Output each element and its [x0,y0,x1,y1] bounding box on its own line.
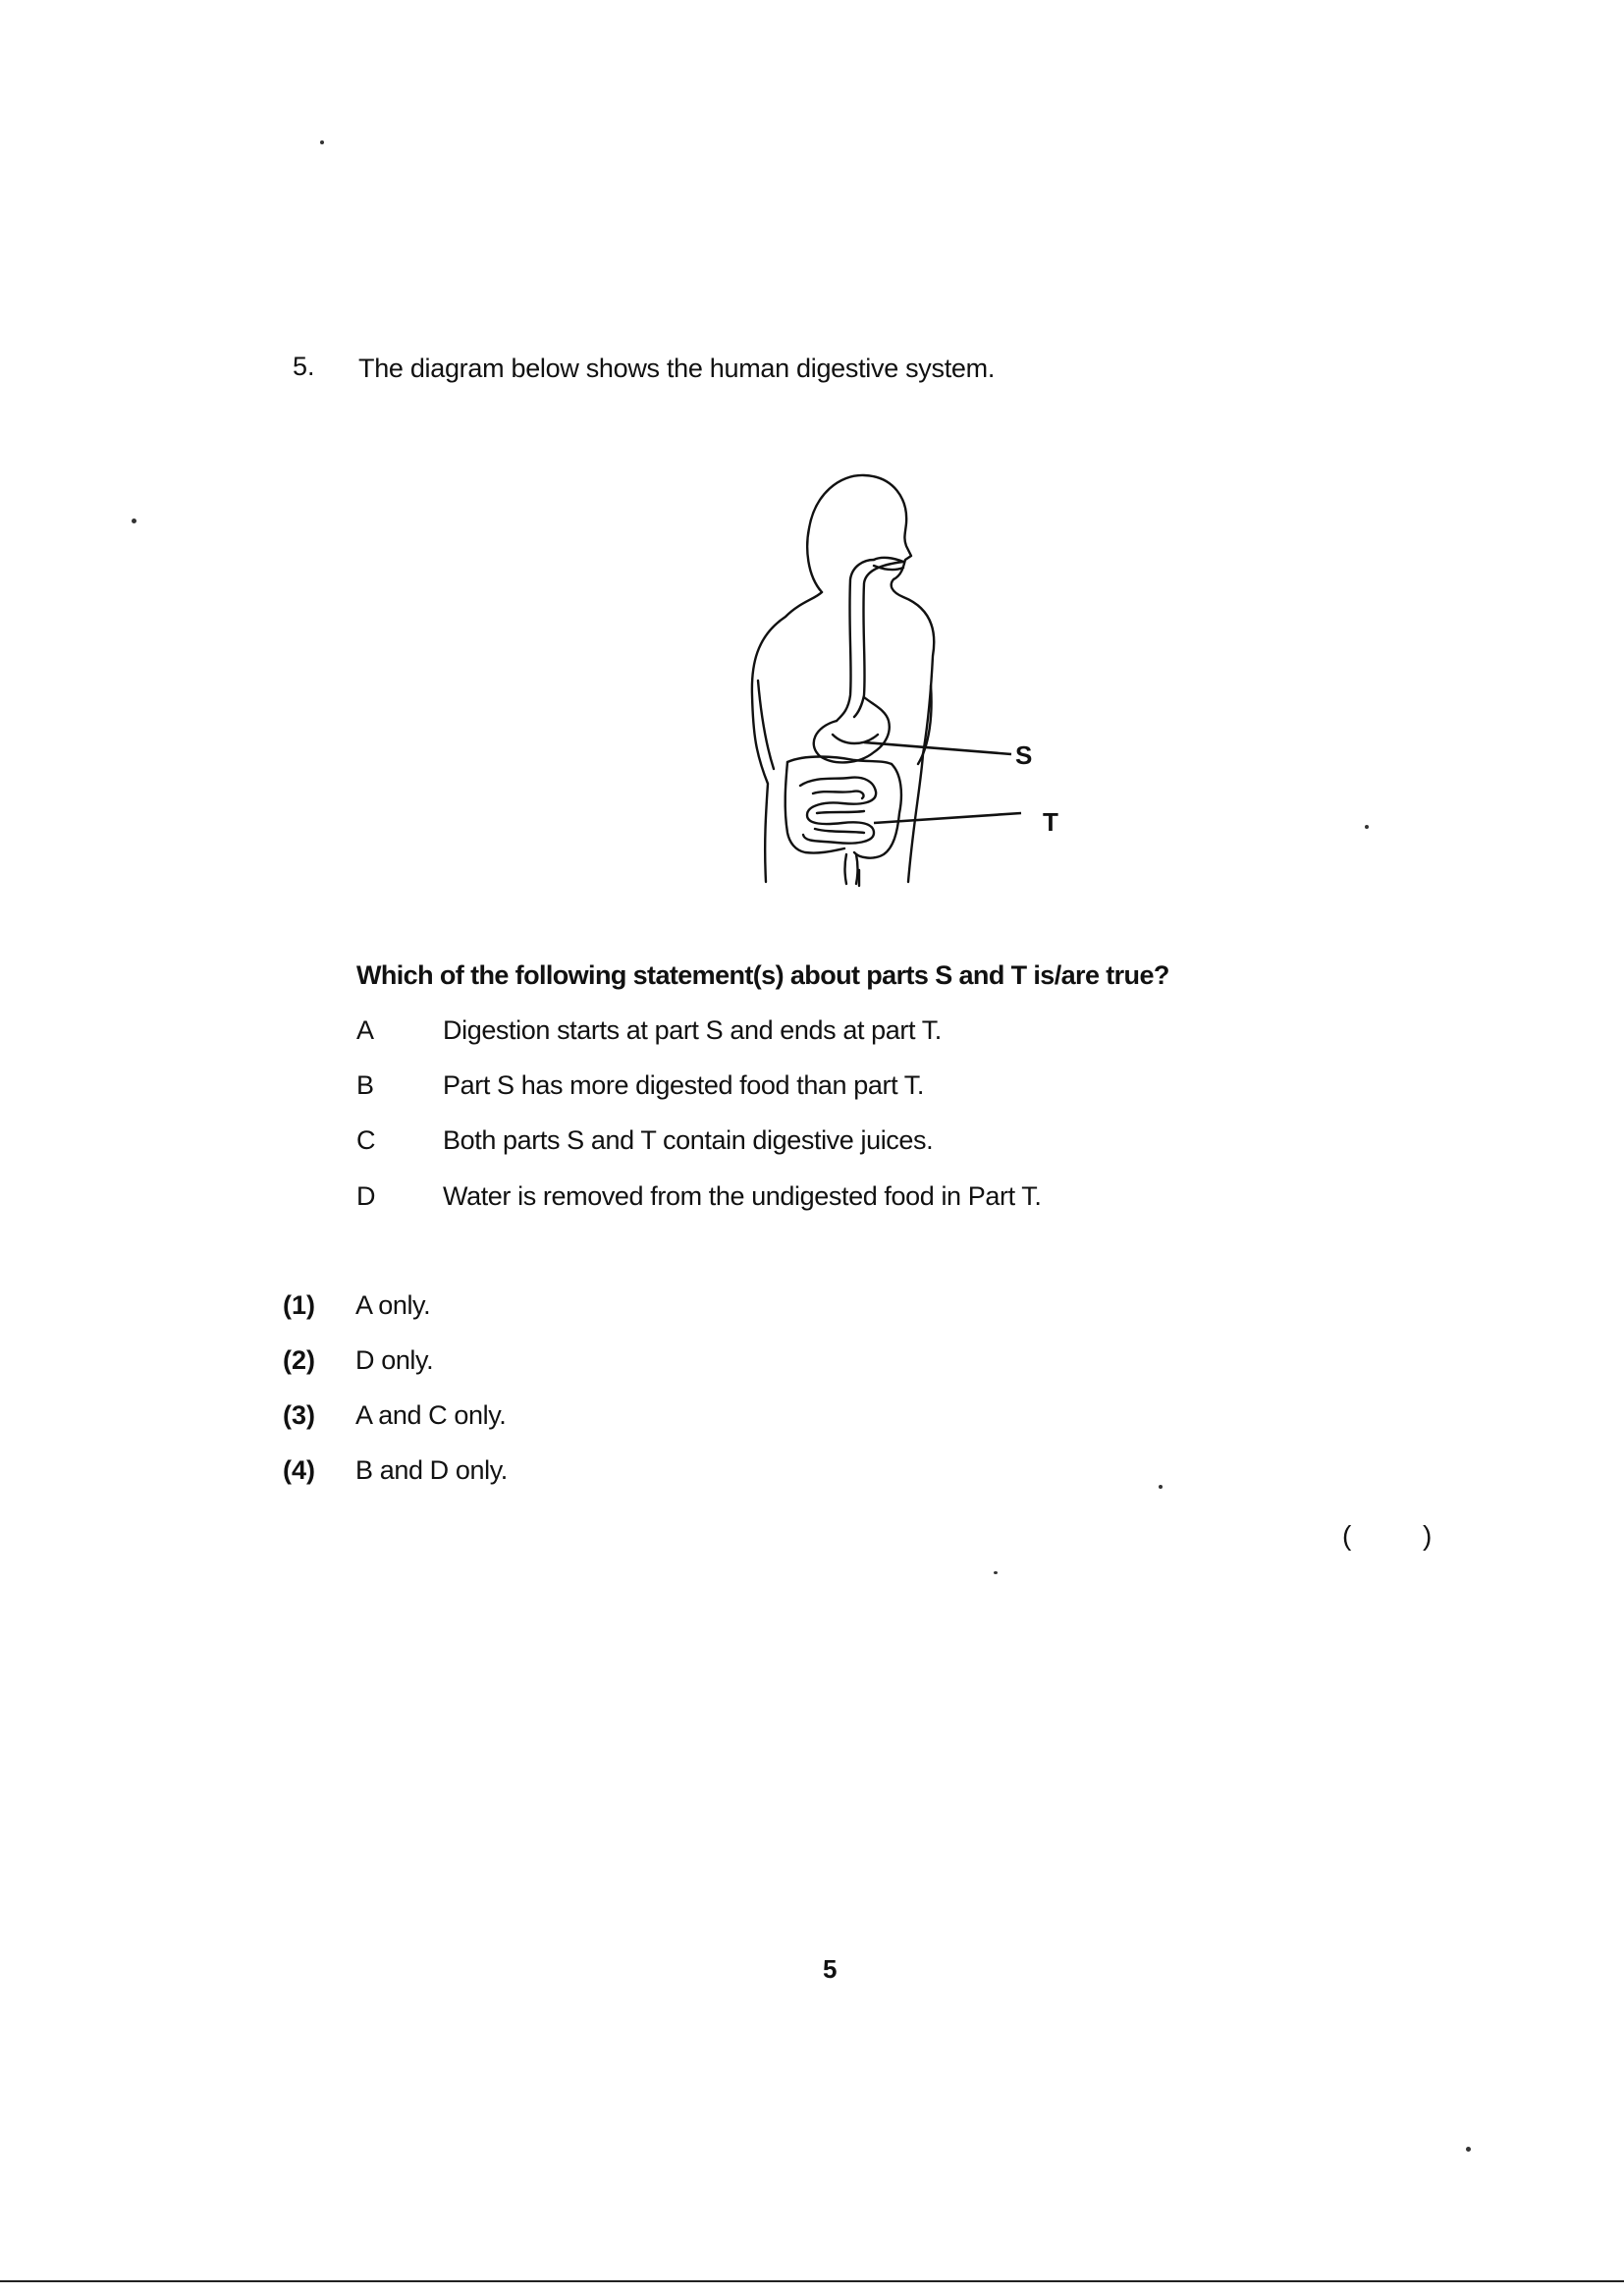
digestive-system-diagram [727,469,1080,892]
scan-speck [994,1571,998,1574]
scan-speck [1466,2147,1471,2152]
statement-letter: A [356,1015,375,1045]
option-text: D only. [355,1345,434,1375]
scan-speck [1159,1485,1163,1489]
statement-letter: B [356,1070,375,1100]
pointer-line-t [874,813,1021,823]
scan-speck [132,519,136,523]
option-number: (3) [283,1400,315,1430]
bottom-rule [0,2280,1624,2282]
option-text: A only. [355,1290,431,1320]
option-text: A and C only. [355,1400,507,1430]
option-text: B and D only. [355,1455,508,1485]
scan-speck [320,140,324,144]
question-prompt: Which of the following statement(s) about parts S and T is/are true? [356,960,1169,990]
answer-close-bracket: ) [1423,1520,1433,1551]
statement-text: Both parts S and T contain digestive juices. [443,1125,934,1155]
oesophagus [837,560,874,721]
rectum [845,854,847,884]
question-intro: The diagram below shows the human digestive system. [358,354,996,383]
statement-letter: D [356,1181,376,1211]
question-number: 5. [293,352,315,381]
option-number: (4) [283,1455,315,1485]
statement-letter: C [356,1125,376,1155]
arm-left [758,681,774,769]
pointer-line-s [864,742,1011,754]
option-number: (1) [283,1290,315,1320]
label-s: S [1015,740,1033,770]
statement-text: Digestion starts at part S and ends at part T. [443,1015,942,1045]
scan-speck [1365,825,1369,829]
option-number: (2) [283,1345,315,1375]
label-t: T [1043,807,1058,837]
page-number: 5 [823,1954,838,1984]
answer-open-bracket: ( [1342,1520,1352,1551]
statement-text: Part S has more digested food than part T. [443,1070,925,1100]
statement-text: Water is removed from the undigested food in Part T. [443,1181,1042,1211]
stomach [814,697,890,762]
